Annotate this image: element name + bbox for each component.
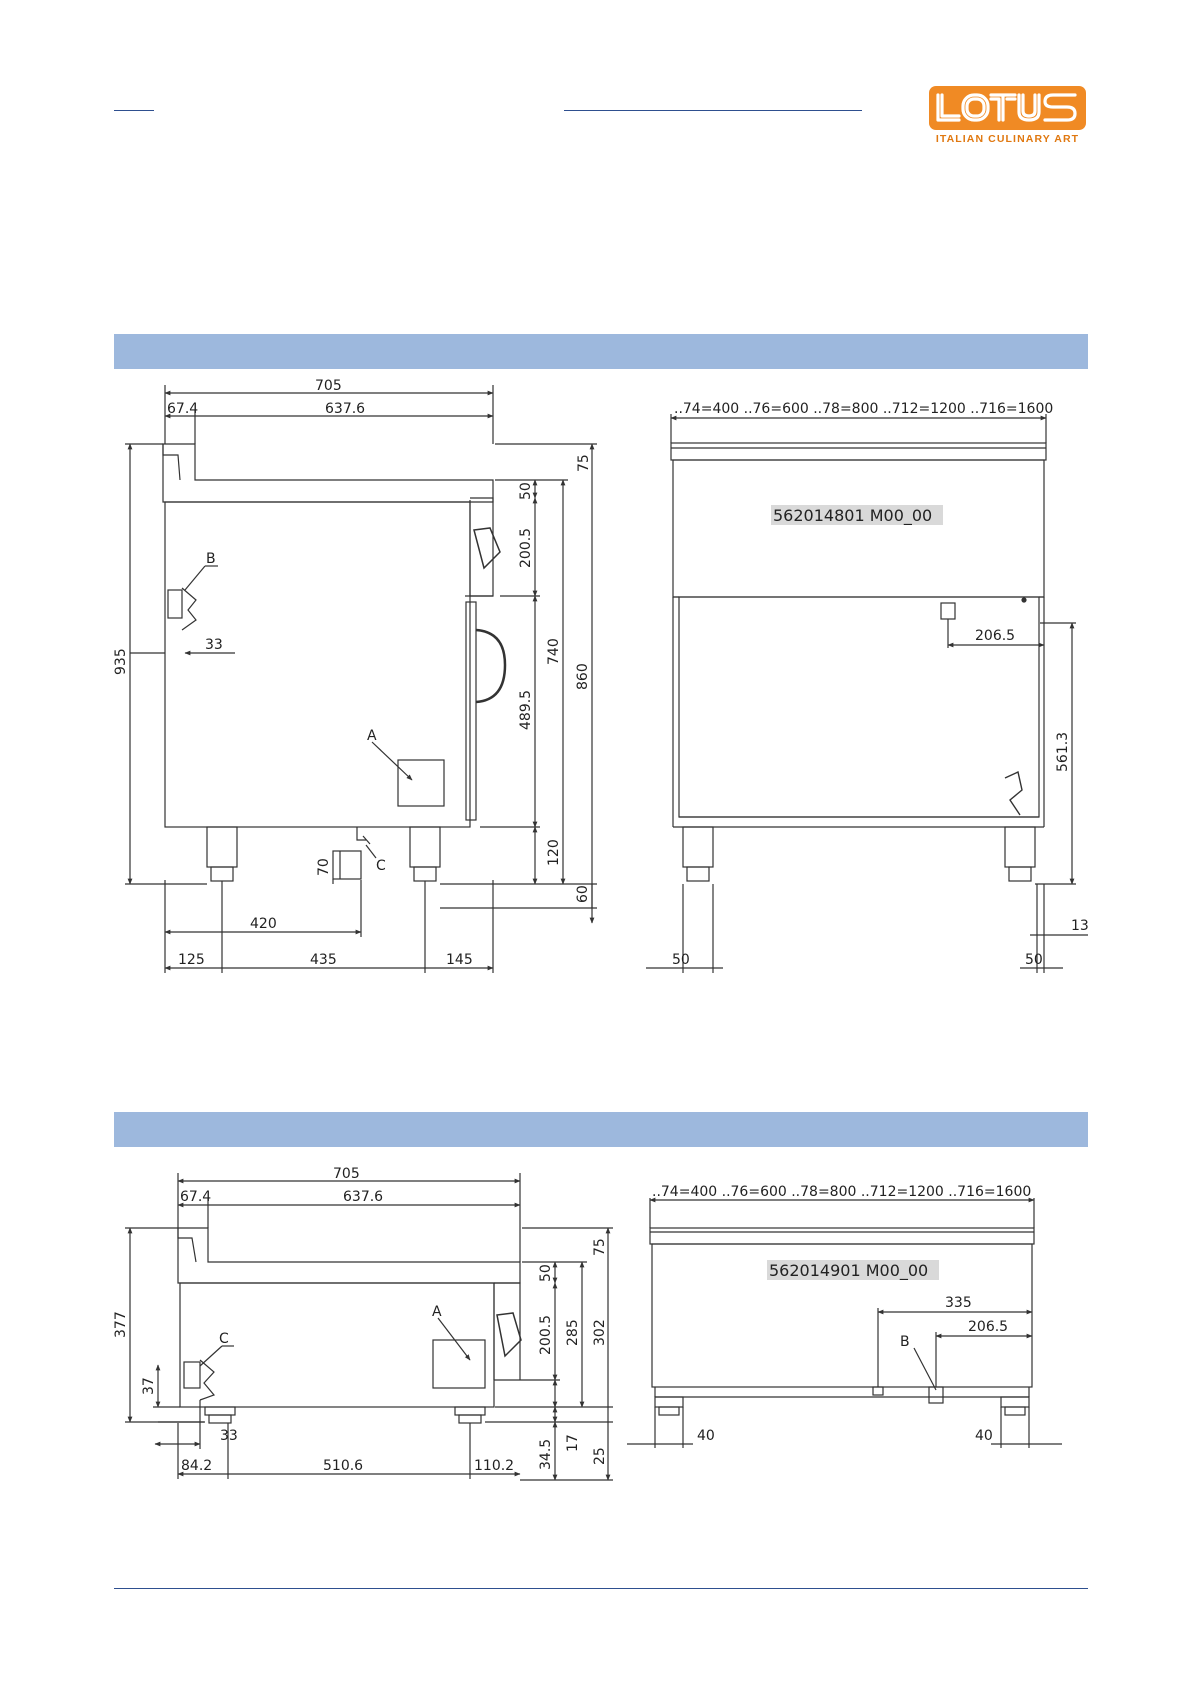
d1-component-a [398,760,444,806]
d1-dim-674: 67.4 [167,401,199,417]
d1-dim-75: 75 [576,454,592,472]
d2-dim-1102: 110.2 [474,1458,515,1474]
d1f-dim-13: 13 [1071,918,1089,934]
d2f-label-b: B [900,1334,910,1350]
d2-leg-left [205,1407,235,1415]
d1-label-a: A [367,728,377,744]
d1-dim-145: 145 [446,952,473,968]
d1f-dim-5613: 561.3 [1055,731,1071,772]
d2-dim-377: 377 [113,1311,129,1338]
d1f-leg-left [683,827,713,867]
d1-dim-935: 935 [113,648,129,675]
d2f-model-code: 562014901 M00_00 [769,1261,929,1280]
d1-top-plate [163,444,493,502]
d1-dim-50: 50 [518,482,534,500]
drawing2-side-dimensions [113,1166,608,1474]
drawing1-front-labels [672,401,1089,968]
d1-control-knob [474,528,500,568]
d1-label-c: C [376,858,386,874]
d1f-leg-right [1005,827,1035,867]
d1f-width-variants: ..74=400 ..76=600 ..78=800 ..712=1200 ..716=1600 [674,401,1054,417]
d1-dim-6376: 637.6 [325,401,366,417]
d1f-model-code: 562014801 M00_00 [773,506,933,525]
d2-dim-25: 25 [592,1447,608,1465]
footer-rule [114,1588,1088,1589]
drawing1-front-view [646,414,1088,973]
d1f-dim-50-left: 50 [672,952,690,968]
d1-dim-420: 420 [250,916,277,932]
d2f-dim-40-right: 40 [975,1428,993,1444]
d2-dim-674: 67.4 [180,1189,212,1205]
d2-dim-50: 50 [538,1264,554,1282]
d1-drain-c [333,851,361,879]
d1-leg-left [207,827,237,867]
d1-dim-60: 60 [575,885,591,903]
logo-tagline: ITALIAN CULINARY ART [935,133,1080,145]
d1-dim-125: 125 [178,952,205,968]
d2-dim-302: 302 [592,1319,608,1346]
d1-component-b [168,590,182,618]
drawing2-front-labels [652,1184,1031,1444]
d2-dim-75: 75 [592,1238,608,1256]
d2-dim-5106: 510.6 [323,1458,364,1474]
d2f-width-variants: ..74=400 ..76=600 ..78=800 ..712=1200 ..716=1600 [652,1184,1032,1200]
d2-dim-17: 17 [565,1434,581,1452]
d1-dim-2005: 200.5 [518,527,534,568]
d1-dim-120: 120 [546,839,562,866]
d2-control-knob [497,1313,521,1356]
d2-dim-705: 705 [333,1166,360,1182]
d1-control-panel [470,498,493,596]
d2-label-a: A [432,1304,442,1320]
d1-dim-435: 435 [310,952,337,968]
d2-component-c [184,1362,200,1388]
d2-component-a [433,1340,485,1388]
d1-dim-4895: 489.5 [518,689,534,730]
drawing1-side-view [125,385,597,973]
d2-dim-345: 34.5 [538,1438,554,1470]
d2f-dim-40-left: 40 [697,1428,715,1444]
d1-dim-860: 860 [575,663,591,690]
d1f-dim-50-right: 50 [1025,952,1043,968]
d1f-dim-2065: 206.5 [975,628,1016,644]
d2-leg-right [455,1407,485,1415]
d2f-dim-335: 335 [945,1295,972,1311]
d2-dim-6376: 637.6 [343,1189,384,1205]
d2-dim-2005: 200.5 [538,1314,554,1355]
d1-door-handle [476,630,505,702]
d2-dim-842: 84.2 [181,1458,213,1474]
d2-control-panel [494,1283,520,1380]
d1f-top-plate [671,443,1046,460]
d2-dim-37: 37 [141,1377,157,1395]
d1-dim-705: 705 [315,378,342,394]
d1-dim-70: 70 [316,858,332,876]
d2-dim-285: 285 [565,1319,581,1346]
d1-dim-740: 740 [546,638,562,665]
d2f-dim-2065: 206.5 [968,1319,1009,1335]
d2f-top-plate [650,1228,1034,1244]
d2f-leg-left [655,1397,683,1407]
d1-label-b: B [206,551,216,567]
d2f-leg-right [1001,1397,1029,1407]
d2-top-plate [178,1228,520,1283]
d1-leg-right [410,827,440,867]
d1-door [466,602,476,820]
d1f-control-panel [673,460,1044,597]
d1-dim-33: 33 [205,637,223,653]
d2-dim-33: 33 [220,1428,238,1444]
d2-label-c: C [219,1331,229,1347]
